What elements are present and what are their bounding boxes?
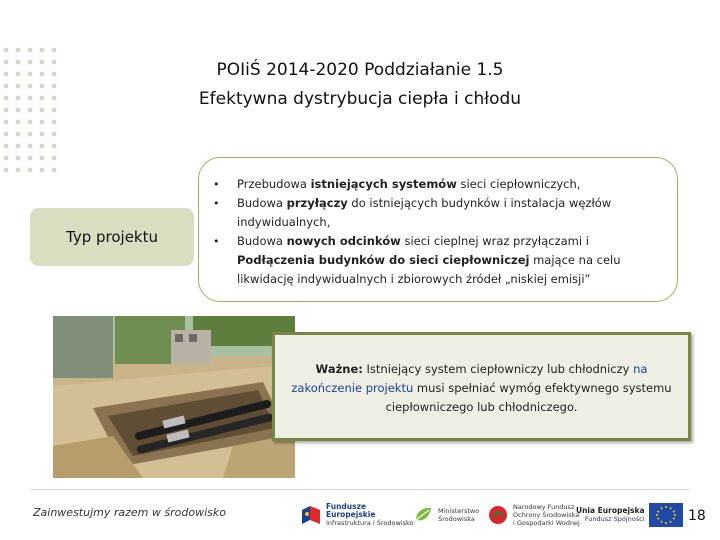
project-type-bullets-box — [198, 157, 678, 302]
nfosigw-logo: Narodowy Fundusz Ochrony Środowiska i Gospodarki Wodnej — [487, 498, 580, 532]
important-notice-box — [272, 332, 691, 441]
ministry-logo: Ministerstwo Środowiska — [412, 498, 479, 532]
eu-flag-icon — [649, 503, 683, 527]
title-line-1: POIiŚ 2014-2020 Poddziałanie 1.5 — [216, 60, 504, 80]
slide-title — [120, 56, 600, 114]
important-highlight: na zakończenie projektu — [291, 362, 648, 395]
project-type-label: Typ projektu — [66, 228, 158, 246]
leaf-icon — [412, 504, 434, 526]
bullet-item: • Budowa przyłączy do istniejących budynków i instalacja węzłów indywidualnych, — [213, 194, 668, 232]
bullet-item: • Budowa nowych odcinków sieci cieplnej wraz przyłączami i Podłączenia budynków do sieci ciepłowniczej mające na celu likwidację indywidualnych i zbiorowych źródeł „niskiej emisji” — [213, 232, 668, 289]
important-label: Ważne: — [315, 362, 363, 376]
page-number: 18 — [688, 508, 706, 524]
fundusze-europejskie-logo: Fundusze Europejskie Infrastruktura i Środowisko — [300, 498, 414, 532]
decorative-dot-pattern — [0, 44, 60, 174]
footer-slogan: Zainwestujmy razem w środowisko — [33, 506, 226, 519]
title-line-2: Efektywna dystrybucja ciepła i chłodu — [198, 89, 522, 109]
photo-illustration — [53, 316, 295, 478]
footer-divider — [30, 489, 690, 490]
pipeline-construction-photo — [53, 316, 295, 478]
fundusze-star-icon — [300, 504, 322, 526]
bullet-item: • Przebudowa istniejących systemów sieci ciepłowniczych, — [213, 175, 668, 194]
nfos-emblem-icon — [487, 504, 509, 526]
important-notice-text: Ważne: Istniejący system ciepłowniczy lub chłodniczy na zakończenie projektu musi spełniać wymóg efektywnego systemu ciepłowniczego lub chłodniczego. — [291, 362, 672, 414]
eu-logo: Unia Europejska Fundusz Spójności — [576, 498, 683, 532]
project-type-bullet-list — [213, 175, 668, 289]
project-type-label-box — [30, 208, 194, 266]
